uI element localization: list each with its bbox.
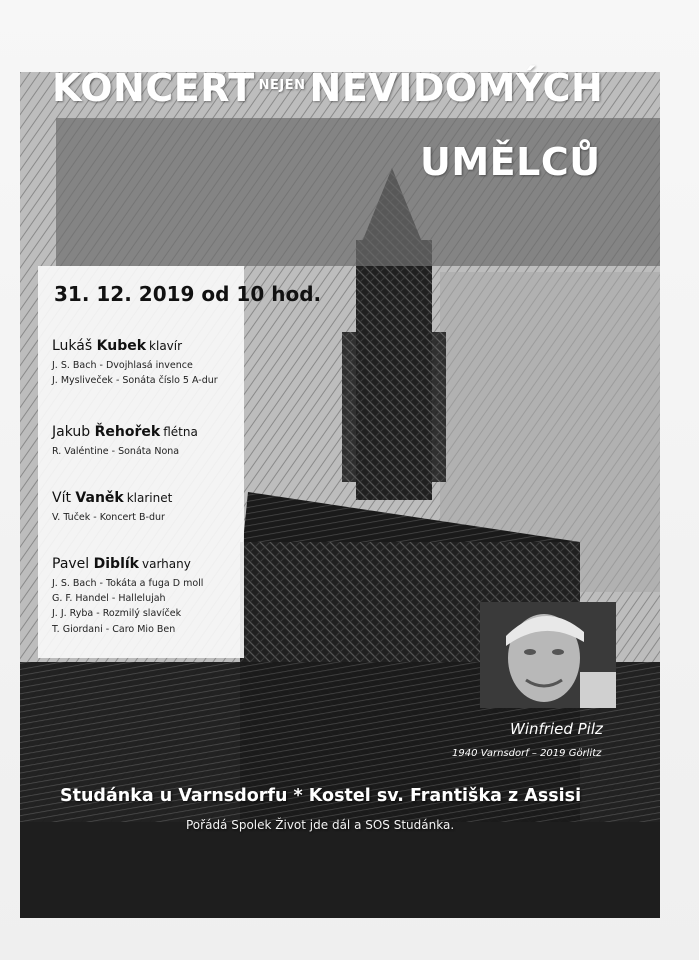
- performer-name: Pavel Diblík varhany: [52, 556, 191, 572]
- venue: Studánka u Varnsdorfu * Kostel sv. Františka z Assisi: [60, 786, 582, 806]
- performer-2: [52, 424, 262, 459]
- piece: G. F. Handel - Hallelujah: [52, 593, 166, 605]
- piece-list: [52, 576, 262, 637]
- performer-3: [52, 490, 262, 525]
- artist-dates: 1940 Varnsdorf – 2019 Görlitz: [452, 748, 602, 759]
- portrait-image: [480, 602, 616, 708]
- title-line-1: [52, 66, 603, 110]
- performer-1: [52, 338, 262, 388]
- performer-4: [52, 556, 262, 637]
- concert-date: 31. 12. 2019 od 10 hod.: [54, 282, 322, 306]
- piece-list: [52, 444, 262, 459]
- piece: J. S. Bach - Tokáta a fuga D moll: [52, 578, 204, 589]
- artist-name: Winfried Pilz: [510, 720, 603, 738]
- piece: J. J. Ryba - Rozmilý slavíček: [52, 608, 182, 620]
- title-koncert: KONCERT: [52, 66, 255, 110]
- performer-name: Jakub Řehořek flétna: [52, 424, 198, 440]
- title-nejen: NEJEN: [258, 78, 306, 93]
- performer-name: Lukáš Kubek klavír: [52, 338, 183, 354]
- piece: V. Tuček - Koncert B-dur: [52, 512, 165, 523]
- piece-list: [52, 510, 262, 525]
- piece: J. Mysliveček - Sonáta číslo 5 A-dur: [52, 375, 218, 387]
- piece: R. Valéntine - Sonáta Nona: [52, 446, 180, 457]
- performer-name: Vít Vaněk klarinet: [52, 490, 173, 506]
- title-nevidomych: NEVIDOMÝCH: [309, 66, 604, 110]
- piece-list: [52, 358, 262, 388]
- title-line-2: UMĚLCŮ: [420, 140, 601, 184]
- organizer: Pořádá Spolek Život jde dál a SOS Studánka.: [186, 818, 455, 832]
- piece: T. Giordani - Caro Mio Ben: [52, 623, 176, 635]
- artist-portrait: [480, 602, 616, 708]
- piece: J. S. Bach - Dvojhlasá invence: [52, 360, 193, 371]
